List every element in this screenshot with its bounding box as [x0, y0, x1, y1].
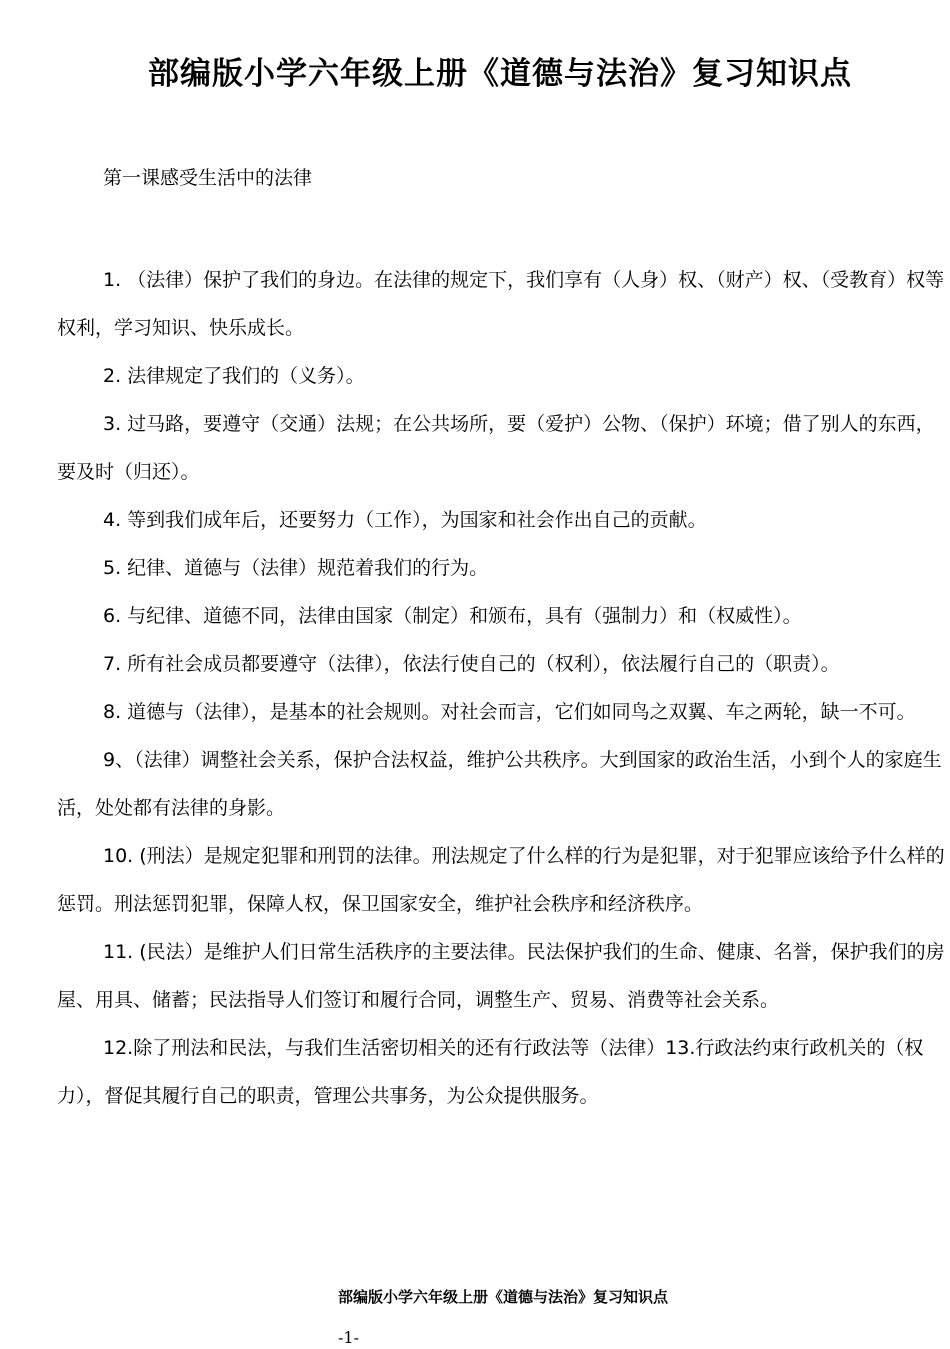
- paragraph-11: 11. (民法）是维护人们日常生活秩序的主要法律。民法保护我们的生命、健康、名誉，保护我们的房屋、用具、储蓄；民法指导人们签订和履行合同，调整生产、贸易、消费等社会关系。: [57, 941, 945, 1011]
- paragraph-3: 3. 过马路，要遵守（交通）法规；在公共场所，要（爱护）公物、（保护）环境；借了别人的东西，要及时（归还）。: [57, 413, 935, 483]
- document-body: [57, 256, 945, 1120]
- footer-title: 部编版小学六年级上册《道德与法治》复习知识点: [338, 1288, 669, 1306]
- paragraph-12: 12.除了刑法和民法，与我们生活密切相关的还有行政法等（法律）13.行政法约束行政机关的（权力），督促其履行自己的职责，管理公共事务，为公众提供服务。: [57, 1037, 924, 1107]
- paragraph-2: 2. 法律规定了我们的（义务）。: [103, 365, 365, 387]
- paragraph-4: 4. 等到我们成年后，还要努力（工作），为国家和社会作出自己的贡献。: [103, 509, 707, 531]
- paragraph-9: 9、（法律）调整社会关系，保护合法权益，维护公共秩序。大到国家的政治生活，小到个人的家庭生活，处处都有法律的身影。: [57, 749, 942, 819]
- paragraph-10: 10. (刑法）是规定犯罪和刑罚的法律。刑法规定了什么样的行为是犯罪，对于犯罪应该给予什么样的惩罚。刑法惩罚犯罪，保障人权，保卫国家安全，维护社会秩序和经济秩序。: [57, 845, 945, 915]
- document-title: 部编版小学六年级上册《道德与法治》复习知识点: [148, 56, 852, 92]
- page-number: -1-: [338, 1328, 359, 1347]
- paragraph-8: 8. 道德与（法律），是基本的社会规则。对社会而言，它们如同鸟之双翼、车之两轮，缺一不可。: [103, 701, 916, 723]
- lesson-heading: 第一课感受生活中的法律: [103, 167, 313, 189]
- paragraph-5: 5. 纪律、道德与（法律）规范着我们的行为。: [103, 557, 489, 579]
- paragraph-1: 1. （法律）保护了我们的身边。在法律的规定下，我们享有（人身）权、（财产）权、（受教育）权等权利，学习知识、快乐成长。: [57, 269, 945, 339]
- paragraph-7: 7. 所有社会成员都要遵守（法律），依法行使自己的（权利），依法履行自己的（职责）。: [103, 653, 840, 675]
- paragraph-6: 6. 与纪律、道德不同，法律由国家（制定）和颁布，具有（强制力）和（权威性）。: [103, 605, 802, 627]
